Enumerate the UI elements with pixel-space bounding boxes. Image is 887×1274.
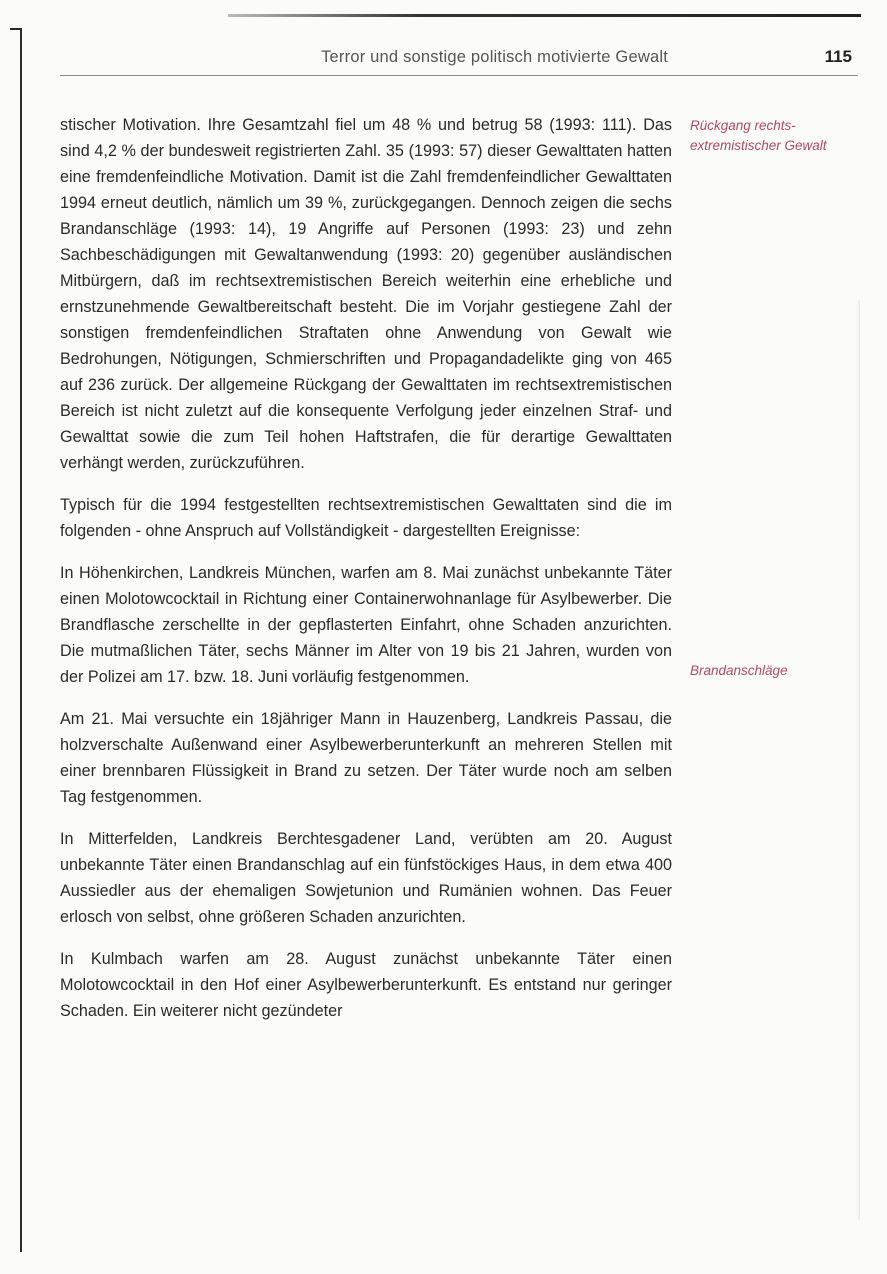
top-edge-rule — [228, 14, 861, 17]
paragraph-mitterfelden: In Mitterfelden, Landkreis Berchtesgadener Land, verübten am 20. August unbekannte Täter einen Brandanschlag auf ein fünfstöckiges Haus, in dem etwa 400 Aussiedler aus der ehemaligen Sowjetunion und Rumänien wohnen. Das Feuer erlosch von selbst, ohne größeren Schaden anzurichten. — [60, 830, 672, 926]
paragraph-hoehenkirchen: In Höhenkirchen, Landkreis München, warfen am 8. Mai zunächst unbekannte Täter einen Molotowcocktail in Richtung einer Containerwohnanlage für Asylbewerber. Die Brandflasche zerschellte in der gepflasterten Einfahrt, ohne Schaden anzurichten. Die mutmaßlichen Täter, sechs Männer im Alter von 19 bis 21 Jahren, wurden von der Polizei am 17. bzw. 18. Juni vorläufig festgenommen. — [60, 564, 672, 686]
paragraph-einleitung-ereignisse: Typisch für die 1994 festgestellten rechtsextremistischen Gewalttaten sind die im folgenden - ohne Anspruch auf Vollständigkeit - dargestellten Ereignisse: — [60, 496, 672, 540]
header-divider — [60, 75, 858, 76]
margin-note-brandanschlaege: Brandanschläge — [690, 663, 788, 678]
margin-note-rueckgang: Rückgang rechts-extremistischer Gewalt — [690, 118, 827, 153]
paragraph-kulmbach: In Kulmbach warfen am 28. August zunächst unbekannte Täter einen Molotowcocktail in den Hof einer Asylbewerberunterkunft. Es entstand nur geringer Schaden. Ein weiterer nicht gezündeter — [60, 950, 672, 1020]
paragraph-hauzenberg: Am 21. Mai versuchte ein 18jähriger Mann in Hauzenberg, Landkreis Passau, die holzverschalte Außenwand einer Asylbewerberunterkunft an mehreren Stellen mit einer brennbaren Flüssigkeit in Brand zu setzen. Der Täter wurde noch am selben Tag festgenommen. — [60, 710, 672, 806]
page-number: 115 — [824, 47, 852, 66]
page-edge-shadow — [857, 300, 860, 1220]
running-header-title: Terror und sonstige politisch motivierte Gewalt — [321, 48, 668, 66]
binding-corner-mark — [10, 28, 22, 30]
body-text — [60, 112, 672, 1040]
binding-edge — [20, 28, 22, 1252]
paragraph-gewalt-statistik: stischer Motivation. Ihre Gesamtzahl fiel um 48 % und betrug 58 (1993: 111). Das sind 4,2 % der bundesweit registrierten Zahl. 35 (1993: 57) dieser Gewalttaten hatten eine fremdenfeindliche Motivation. Damit ist die Zahl fremdenfeindlicher Gewalttaten 1994 erneut deutlich, nämlich um 39 %, zurückgegangen. Dennoch zeigen die sechs Brandanschläge (1993: 14), 19 Angriffe auf Personen (1993: 23) und zehn Sachbeschädigungen mit Gewaltanwendung (1993: 20) gegenüber ausländischen Mitbürgern, daß im rechtsextremistischen Bereich weiterhin eine erhebliche und ernstzunehmende Gewaltbereitschaft besteht. Die im Vorjahr gestiegene Zahl der sonstigen fremdenfeindlichen Straftaten ohne Anwendung von Gewalt wie Bedrohungen, Nötigungen, Schmierschriften und Propagandadelikte ging von 465 auf 236 zurück. Der allgemeine Rückgang der Gewalttaten im rechtsextremistischen Bereich ist nicht zuletzt auf die konsequente Verfolgung jeder einzelnen Straf- und Gewalttat sowie die zum Teil hohen Haftstrafen, die für derartige Gewalttaten verhängt werden, zurückzuführen. — [60, 116, 672, 472]
